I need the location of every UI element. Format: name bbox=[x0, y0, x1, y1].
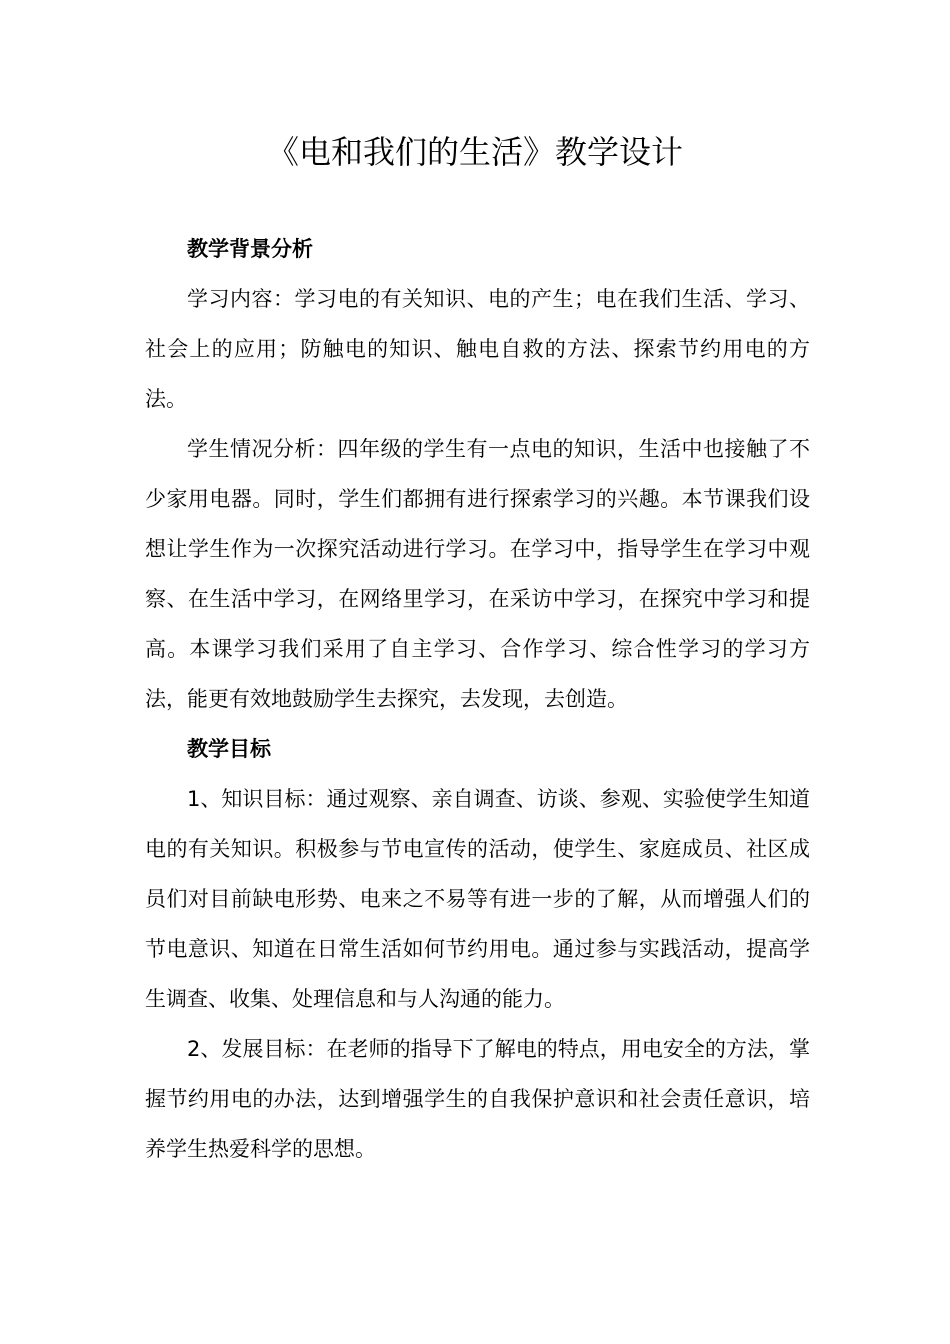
paragraph-development-objective: 2、发展目标：在老师的指导下了解电的特点，用电安全的方法，掌握节约用电的办法，达到增强学生的自我保护意识和社会责任意识，培养学生热爱科学的思想。 bbox=[145, 1037, 810, 1161]
paragraph-learning-content: 学习内容：学习电的有关知识、电的产生；电在我们生活、学习、社会上的应用；防触电的知识、触电自救的方法、探索节约用电的方法。 bbox=[145, 287, 810, 411]
document-body bbox=[145, 224, 810, 1174]
section-heading-background: 教学背景分析 bbox=[187, 237, 313, 261]
paragraph-knowledge-objective: 1、知识目标：通过观察、亲自调查、访谈、参观、实验使学生知道电的有关知识。积极参与节电宣传的活动，使学生、家庭成员、社区成员们对目前缺电形势、电来之不易等有进一步的了解，从而增强人们的节电意识、知道在日常生活如何节约用电。通过参与实践活动，提高学生调查、收集、处理信息和与人沟通的能力。 bbox=[145, 787, 810, 1011]
paragraph-student-analysis: 学生情况分析：四年级的学生有一点电的知识，生活中也接触了不少家用电器。同时，学生们都拥有进行探索学习的兴趣。本节课我们设想让学生作为一次探究活动进行学习。在学习中，指导学生在学习中观察、在生活中学习，在网络里学习，在采访中学习，在探究中学习和提高。本课学习我们采用了自主学习、合作学习、综合性学习的学习方法，能更有效地鼓励学生去探究，去发现，去创造。 bbox=[145, 437, 810, 711]
document-title: 《电和我们的生活》教学设计 bbox=[266, 133, 683, 171]
section-heading-objectives: 教学目标 bbox=[187, 737, 271, 761]
